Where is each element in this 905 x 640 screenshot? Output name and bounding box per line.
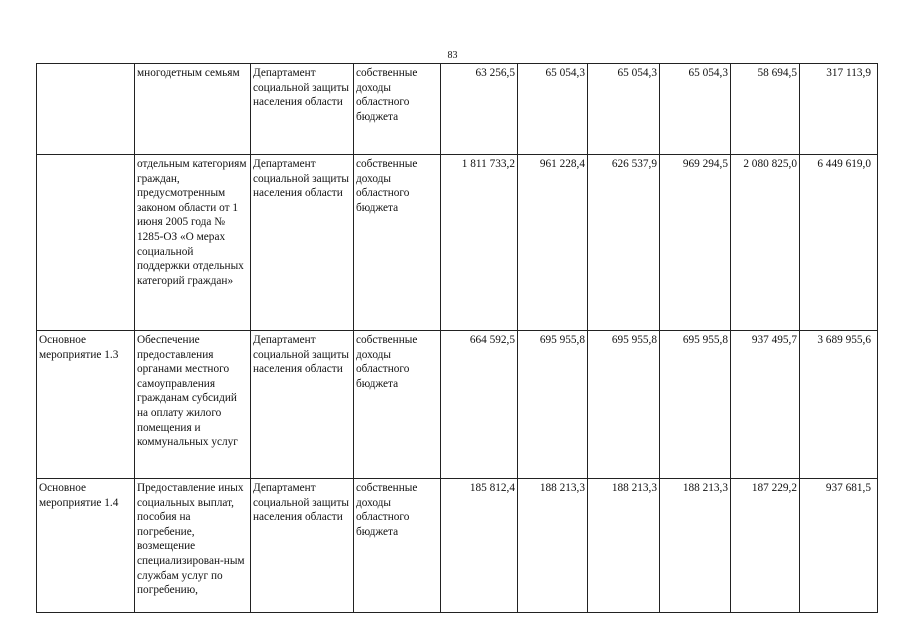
value-cell: 188 213,3 — [660, 479, 731, 613]
total-cell: 317 113,9 — [800, 64, 878, 155]
measure-cell: Основное мероприятие 1.4 — [37, 479, 135, 613]
value-cell: 695 955,8 — [588, 331, 660, 479]
table-body — [37, 64, 878, 613]
responsible-cell: Департамент социальной защиты населения области — [251, 155, 354, 331]
table-row — [37, 331, 878, 479]
responsible-cell: Департамент социальной защиты населения области — [251, 331, 354, 479]
value-cell: 695 955,8 — [518, 331, 588, 479]
value-cell: 188 213,3 — [588, 479, 660, 613]
description-cell: отдельным категориям граждан, предусмотренным законом области от 1 июня 2005 года № 1285-ОЗ «О мерах социальной поддержки отдельных категорий граждан» — [135, 155, 251, 331]
value-cell: 961 228,4 — [518, 155, 588, 331]
value-cell: 63 256,5 — [441, 64, 518, 155]
funding-source-cell: собственные доходы областного бюджета — [354, 331, 441, 479]
value-cell: 664 592,5 — [441, 331, 518, 479]
total-cell: 937 681,5 — [800, 479, 878, 613]
table-row — [37, 155, 878, 331]
value-cell: 626 537,9 — [588, 155, 660, 331]
responsible-cell: Департамент социальной защиты населения области — [251, 64, 354, 155]
value-cell: 187 229,2 — [731, 479, 800, 613]
funding-source-cell: собственные доходы областного бюджета — [354, 479, 441, 613]
budget-table — [36, 63, 878, 613]
value-cell: 65 054,3 — [518, 64, 588, 155]
description-cell: Обеспечение предоставления органами местного самоуправления гражданам субсидий на оплату жилого помещения и коммунальных услуг — [135, 331, 251, 479]
value-cell: 969 294,5 — [660, 155, 731, 331]
table-row — [37, 64, 878, 155]
measure-cell: Основное мероприятие 1.3 — [37, 331, 135, 479]
description-cell: Предоставление иных социальных выплат, пособия на погребение, возмещение специализирован-ным службам услуг по погребению, — [135, 479, 251, 613]
value-cell: 58 694,5 — [731, 64, 800, 155]
funding-source-cell: собственные доходы областного бюджета — [354, 64, 441, 155]
value-cell: 65 054,3 — [660, 64, 731, 155]
value-cell: 937 495,7 — [731, 331, 800, 479]
value-cell: 65 054,3 — [588, 64, 660, 155]
value-cell: 1 811 733,2 — [441, 155, 518, 331]
value-cell: 185 812,4 — [441, 479, 518, 613]
total-cell: 6 449 619,0 — [800, 155, 878, 331]
funding-source-cell: собственные доходы областного бюджета — [354, 155, 441, 331]
total-cell: 3 689 955,6 — [800, 331, 878, 479]
measure-cell — [37, 155, 135, 331]
value-cell: 188 213,3 — [518, 479, 588, 613]
page-number: 83 — [447, 50, 458, 61]
value-cell: 2 080 825,0 — [731, 155, 800, 331]
description-cell: многодетным семьям — [135, 64, 251, 155]
responsible-cell: Департамент социальной защиты населения области — [251, 479, 354, 613]
measure-cell — [37, 64, 135, 155]
value-cell: 695 955,8 — [660, 331, 731, 479]
table-row — [37, 479, 878, 613]
